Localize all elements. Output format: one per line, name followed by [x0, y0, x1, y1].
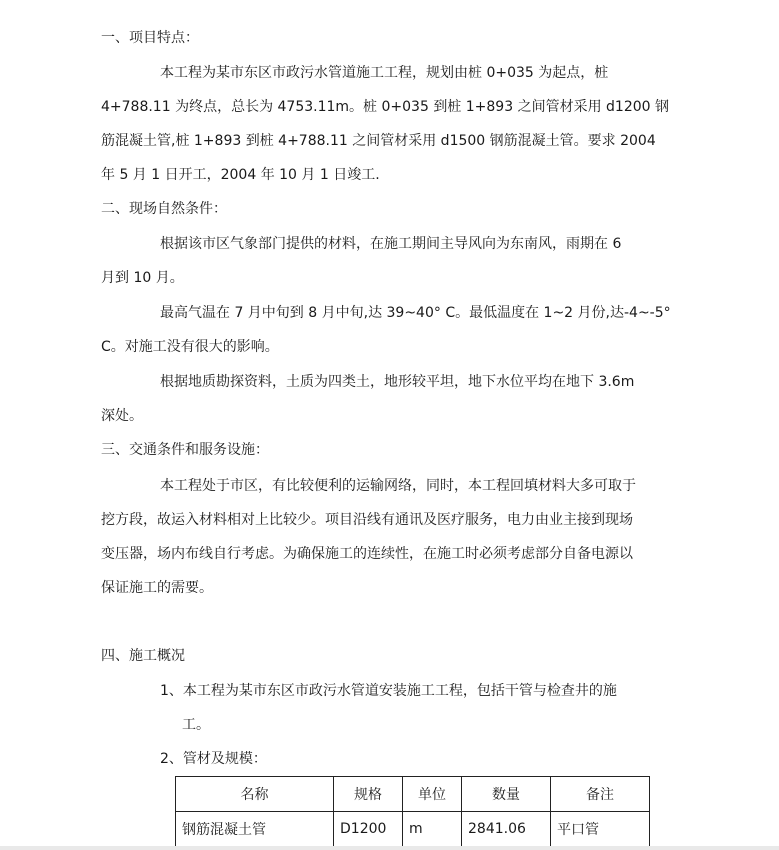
paragraph-line: 本工程处于市区，有比较便利的运输网络，同时，本工程回填材料大多可取于 — [160, 478, 636, 494]
list-item: 2、管材及规模： — [160, 751, 267, 767]
table-cell: 2841.06 — [462, 812, 551, 847]
paragraph-line: 根据地质勘探资料，土质为四类土，地形较平坦，地下水位平均在地下 3.6m — [160, 374, 635, 390]
list-item: 1、本工程为某市东区市政污水管道安装施工工程，包括干管与检查井的施 — [160, 683, 617, 699]
column-header-name: 名称 — [176, 777, 334, 812]
section-heading-2: 二、现场自然条件： — [101, 201, 227, 217]
paragraph-line: 深处。 — [101, 408, 143, 424]
section-heading-1: 一、项目特点： — [101, 30, 199, 46]
paragraph-line: 4+788.11 为终点，总长为 4753.11m。桩 0+035 到桩 1+893 之间管材采用 d1200 钢 — [101, 99, 669, 115]
pipe-spec-table — [175, 776, 650, 847]
table-cell: D1200 — [334, 812, 403, 847]
table-header-row — [176, 777, 650, 812]
table-row — [176, 812, 650, 847]
paragraph-line: 挖方段，故运入材料相对上比较少。项目沿线有通讯及医疗服务，电力由业主接到现场 — [101, 512, 633, 528]
paragraph-line: 月到 10 月。 — [101, 270, 184, 286]
table-cell: m — [403, 812, 462, 847]
table-cell: 平口管 — [551, 812, 650, 847]
column-header-quantity: 数量 — [462, 777, 551, 812]
paragraph-line: 根据该市区气象部门提供的材料，在施工期间主导风向为东南风，雨期在 6 — [160, 236, 622, 252]
page-bottom-edge — [0, 846, 779, 850]
section-heading-3: 三、交通条件和服务设施： — [101, 442, 269, 458]
paragraph-line: 变压器，场内布线自行考虑。为确保施工的连续性，在施工时必须考虑部分自备电源以 — [101, 546, 633, 562]
list-item-continuation: 工。 — [182, 717, 210, 733]
paragraph-line: 本工程为某市东区市政污水管道施工工程，规划由桩 0+035 为起点，桩 — [160, 65, 609, 81]
paragraph-line: 最高气温在 7 月中旬到 8 月中旬,达 39~40° C。最低温度在 1~2 月份,达-4~-5° — [160, 305, 671, 321]
paragraph-line: 年 5 月 1 日开工，2004 年 10 月 1 日竣工. — [101, 167, 380, 183]
paragraph-line: 保证施工的需要。 — [101, 580, 213, 596]
column-header-unit: 单位 — [403, 777, 462, 812]
column-header-spec: 规格 — [334, 777, 403, 812]
section-heading-4: 四、施工概况 — [101, 648, 185, 664]
paragraph-line: 筋混凝土管,桩 1+893 到桩 4+788.11 之间管材采用 d1500 钢筋混凝土管。要求 2004 — [101, 133, 656, 149]
paragraph-line: C。对施工没有很大的影响。 — [101, 339, 279, 355]
table-cell: 钢筋混凝土管 — [176, 812, 334, 847]
column-header-remark: 备注 — [551, 777, 650, 812]
